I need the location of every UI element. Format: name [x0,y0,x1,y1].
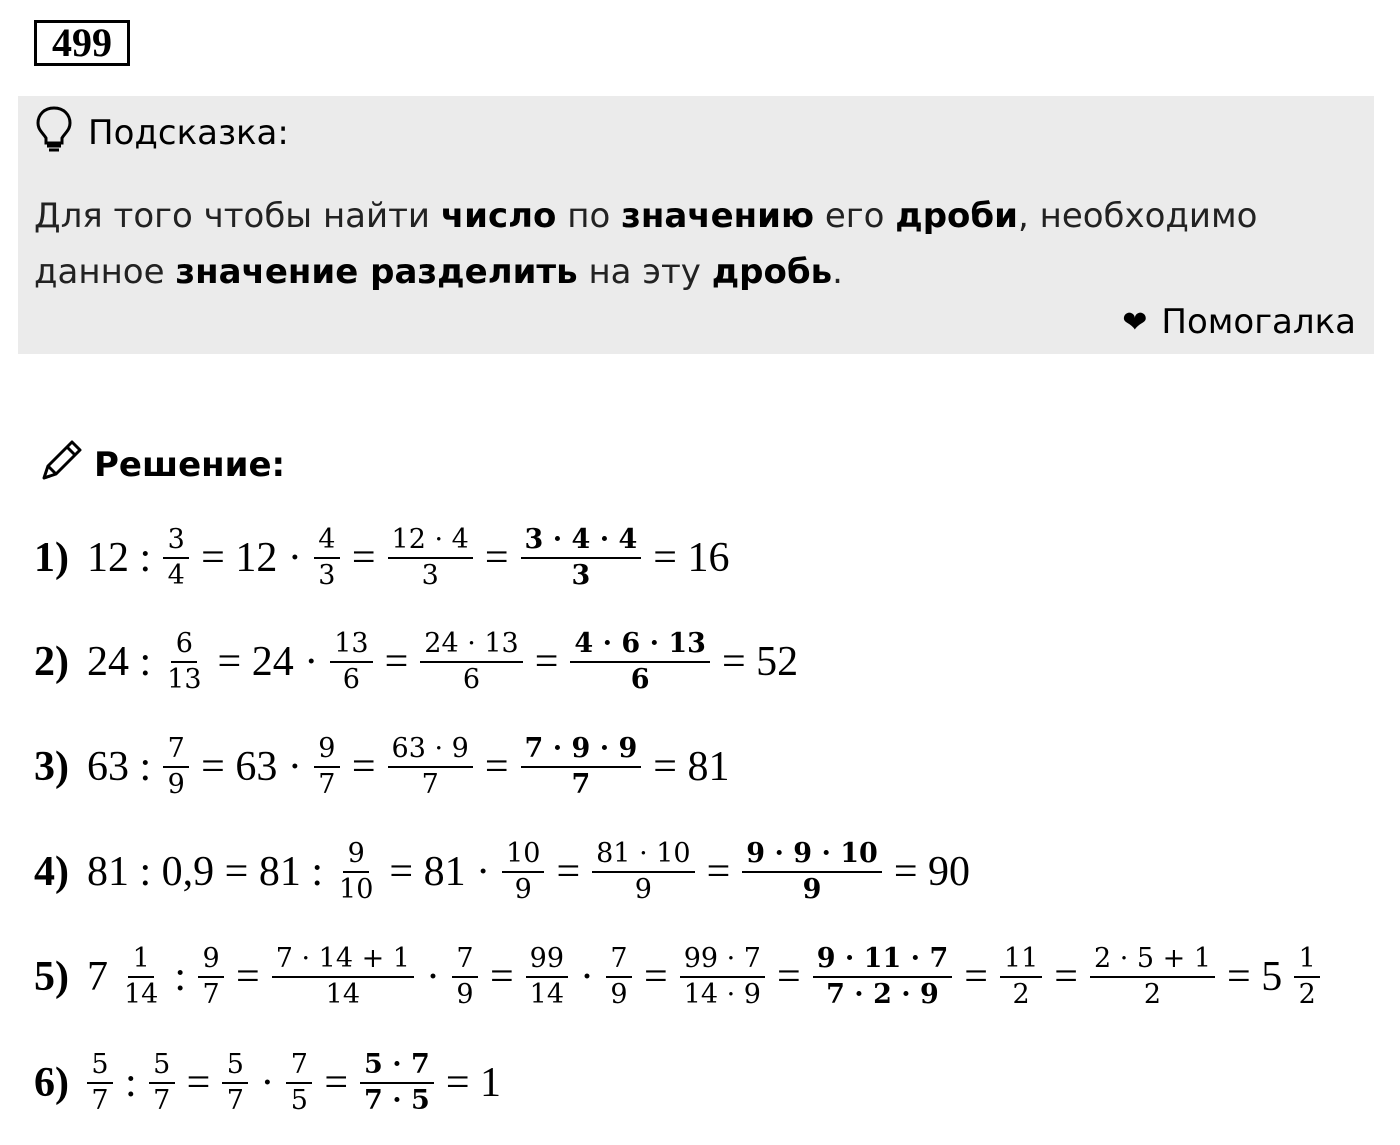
hint-keyword: дроби [895,196,1018,236]
expression-text: = 24 · [217,639,319,685]
hint-text-part: по [556,196,622,236]
numerator: 9 [314,732,340,768]
solution-row [34,717,735,817]
denominator: 7 [421,769,439,800]
numerator: 81 · 10 [592,837,694,873]
fraction [335,837,377,907]
numerator: 5 [222,1048,248,1084]
denominator: 7 [91,1085,109,1116]
expression-text: = [484,744,509,790]
fraction [163,523,189,593]
denominator: 6 [462,664,481,695]
expression-text: 12 : [87,535,152,581]
denominator: 9 [456,979,474,1010]
row-index: 2) [34,639,69,685]
numerator: 7 · 9 · 9 [521,732,642,768]
fraction [526,942,568,1012]
fraction [163,732,189,802]
denominator: 13 [167,664,202,695]
denominator: 3 [421,560,439,591]
heart-icon: ❤ [1122,304,1148,340]
fraction [680,942,765,1012]
numerator: 4 [314,523,340,559]
fraction [502,837,544,907]
fraction [452,942,478,1012]
expression-text: = [777,954,801,1000]
denominator: 9 [610,979,628,1010]
pencil-icon [36,436,86,495]
solution-row [34,508,735,608]
fraction [1090,942,1215,1012]
denominator: 9 [802,874,822,905]
expression-text: = [534,639,559,685]
expression-text: = [489,954,514,1000]
fraction [1294,942,1320,1012]
expression-text: = 1 [445,1060,502,1106]
numerator: 5 [149,1048,175,1084]
hint-title: Подсказка: [88,113,289,153]
solution-row [34,822,976,922]
brand-name: Помогалка [1161,302,1356,342]
numerator: 1 [1294,942,1320,978]
expression-text: = [351,744,376,790]
denominator: 6 [342,664,360,695]
numerator: 10 [502,837,544,873]
expression-text: = [556,849,581,895]
hint-header [34,108,289,158]
denominator: 9 [634,874,652,905]
expression-text: = 81 · [389,849,491,895]
denominator: 14 [529,979,565,1010]
fraction [198,942,224,1012]
expression-text: = 12 · [201,535,302,581]
hint-keyword: дробь [711,252,833,292]
denominator: 14 · 9 [683,979,761,1010]
row-index: 4) [34,849,69,895]
numerator: 9 · 11 · 7 [813,942,953,978]
expression-text: = 16 [653,535,730,581]
numerator: 2 · 5 + 1 [1090,942,1215,978]
row-index: 1) [34,535,69,581]
denominator: 4 [167,560,185,591]
solution-title: Решение: [94,445,286,485]
numerator: 24 · 13 [420,627,522,663]
hint-text-part: . [832,252,843,292]
hint-text-part: на эту [577,252,712,292]
numerator: 9 [343,837,369,873]
denominator: 7 · 2 · 9 [826,979,939,1010]
fraction [87,1048,113,1118]
expression-text: = [186,1060,211,1106]
numerator: 7 [452,942,478,978]
numerator: 4 · 6 · 13 [570,627,710,663]
fraction [742,837,882,907]
hint-keyword: значение разделить [175,252,578,292]
fraction [222,1048,248,1118]
denominator: 14 [124,979,159,1010]
expression-text: 7 [87,954,108,1000]
expression-text: = 52 [721,639,799,685]
fraction [606,942,632,1012]
numerator: 99 · 7 [680,942,765,978]
fraction [1000,942,1042,1012]
fraction [360,1048,434,1118]
denominator: 14 [325,979,361,1010]
task-number: 499 [34,20,130,66]
fraction [286,1048,312,1118]
expression-text: = [484,535,509,581]
numerator: 11 [1000,942,1042,978]
fraction [388,523,473,593]
numerator: 1 [128,942,154,978]
solution-row [34,927,1326,1027]
denominator: 9 [167,769,185,800]
fraction [120,942,162,1012]
fraction [314,732,340,802]
hint-text [34,188,1354,300]
denominator: 7 [318,769,336,800]
denominator: 9 [514,874,532,905]
fraction [272,942,414,1012]
denominator: 7 [153,1085,171,1116]
fraction [314,523,340,593]
denominator: 7 [571,769,591,800]
numerator: 6 [171,627,197,663]
denominator: 7 · 5 [364,1085,430,1116]
numerator: 12 · 4 [388,523,473,559]
expression-text: = [964,954,988,1000]
solution-row [34,612,804,712]
fraction [330,627,372,697]
fraction [813,942,953,1012]
fraction [570,627,710,697]
expression-text: · [260,1060,275,1106]
denominator: 3 [571,560,591,591]
expression-text: 81 : 0,9 = 81 : [87,849,324,895]
expression-text: 63 : [87,744,152,790]
fraction [163,627,205,697]
hint-text-part: , необходимо данное [34,196,1258,292]
expression-text: : [125,1060,137,1106]
solution-row [34,1033,507,1133]
numerator: 9 [198,942,224,978]
hint-keyword: число [440,196,557,236]
denominator: 7 [202,979,220,1010]
fraction [521,523,642,593]
expression-text: = [384,639,409,685]
expression-text: = [324,1060,349,1106]
expression-text: = 90 [893,849,971,895]
denominator: 7 [226,1085,244,1116]
solution-header [36,440,285,490]
hint-text-part: Для того чтобы найти [34,196,441,236]
expression-text: : [174,954,187,1000]
numerator: 99 [526,942,568,978]
numerator: 7 [163,732,189,768]
numerator: 7 [606,942,632,978]
denominator: 2 [1298,979,1316,1010]
row-index: 6) [34,1060,69,1106]
numerator: 13 [330,627,372,663]
row-index: 5) [34,954,69,1000]
fraction [420,627,522,697]
numerator: 3 [163,523,189,559]
numerator: 7 · 14 + 1 [272,942,414,978]
denominator: 2 [1012,979,1030,1010]
fraction [388,732,473,802]
denominator: 3 [318,560,336,591]
numerator: 5 [87,1048,113,1084]
fraction [521,732,642,802]
expression-text: = [236,954,260,1000]
row-index: 3) [34,744,69,790]
numerator: 5 · 7 [360,1048,434,1084]
expression-text: = 5 [1227,954,1283,1000]
expression-text: · [425,954,440,1000]
brand [1122,302,1356,342]
numerator: 3 · 4 · 4 [521,523,642,559]
expression-text: 24 : [87,639,152,685]
numerator: 63 · 9 [388,732,473,768]
expression-text: = [1054,954,1078,1000]
lightbulb-icon [34,105,74,162]
fraction [592,837,694,907]
expression-text: = [351,535,376,581]
numerator: 9 · 9 · 10 [742,837,882,873]
expression-text: = [644,954,668,1000]
hint-keyword: значению [621,196,815,236]
denominator: 10 [339,874,374,905]
hint-text-part: его [814,196,896,236]
numerator: 7 [286,1048,312,1084]
expression-text: = 63 · [201,744,302,790]
expression-text: · [580,954,595,1000]
expression-text: = [706,849,731,895]
denominator: 2 [1143,979,1162,1010]
expression-text: = 81 [653,744,730,790]
denominator: 5 [290,1085,308,1116]
denominator: 6 [630,664,650,695]
fraction [149,1048,175,1118]
